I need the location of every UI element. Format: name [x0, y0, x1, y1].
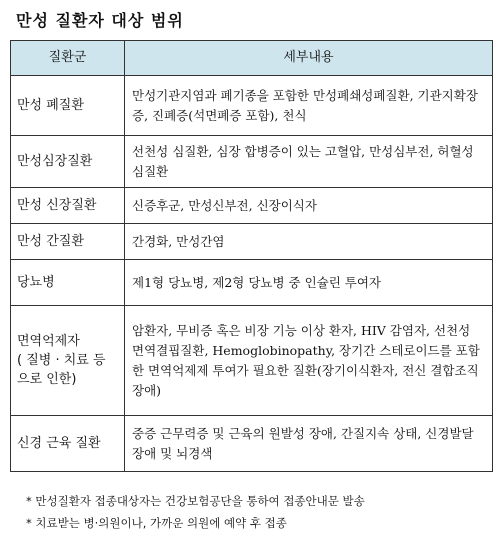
detail-cell: 선천성 심질환, 심장 합병증이 있는 고혈압, 만성심부전, 허혈성 심질환	[125, 136, 493, 188]
table-row	[11, 76, 493, 136]
detail-cell: 중증 근무력증 및 근육의 원발성 장애, 간질지속 상태, 신경발달장애 및 뇌경색	[125, 416, 493, 472]
category-cell	[11, 306, 125, 416]
table-row	[11, 416, 493, 472]
table-row	[11, 260, 493, 306]
category-cell: 당뇨병	[11, 260, 125, 306]
detail-cell: 신증후군, 만성신부전, 신장이식자	[125, 188, 493, 224]
detail-cell: 암환자, 무비증 혹은 비장 기능 이상 환자, HIV 감염자, 선천성 면역결핍질환, Hemoglobinopathy, 장기간 스테로이드를 포함한 면역억제제 투여가 필요한 질환(장기이식환자, 전신 결합조직 장애)	[125, 306, 493, 416]
detail-cell: 만성기관지염과 폐기종을 포함한 만성폐쇄성폐질환, 기관지확장증, 진폐증(석면폐증 포함), 천식	[125, 76, 493, 136]
category-cell: 만성 폐질환	[11, 76, 125, 136]
table-row	[11, 188, 493, 224]
footnote: * 만성질환자 접종대상자는 건강보험공단을 통하여 접종안내문 발송	[26, 494, 365, 508]
header-details: 세부내용	[125, 41, 493, 76]
category-cell: 만성 간질환	[11, 224, 125, 260]
category-cell: 만성심장질환	[11, 136, 125, 188]
table-row	[11, 136, 493, 188]
detail-cell: 제1형 당뇨병, 제2형 당뇨병 중 인슐린 투여자	[125, 260, 493, 306]
footnotes	[26, 490, 496, 534]
footnote: * 치료받는 병·의원이나, 가까운 의원에 예약 후 접종	[26, 516, 287, 530]
category-cell: 신경 근육 질환	[11, 416, 125, 472]
category-sublabel: ( 질병 · 치료 등으로 인한)	[17, 353, 106, 387]
header-disease-group: 질환군	[11, 41, 125, 76]
category-label: 면역억제자	[17, 334, 80, 349]
detail-cell: 간경화, 만성간염	[125, 224, 493, 260]
table-row	[11, 306, 493, 416]
category-cell: 만성 신장질환	[11, 188, 125, 224]
table-header-row	[11, 41, 493, 76]
table-row	[11, 224, 493, 260]
page-title: 만성 질환자 대상 범위	[16, 11, 184, 30]
chronic-disease-table	[10, 40, 493, 472]
